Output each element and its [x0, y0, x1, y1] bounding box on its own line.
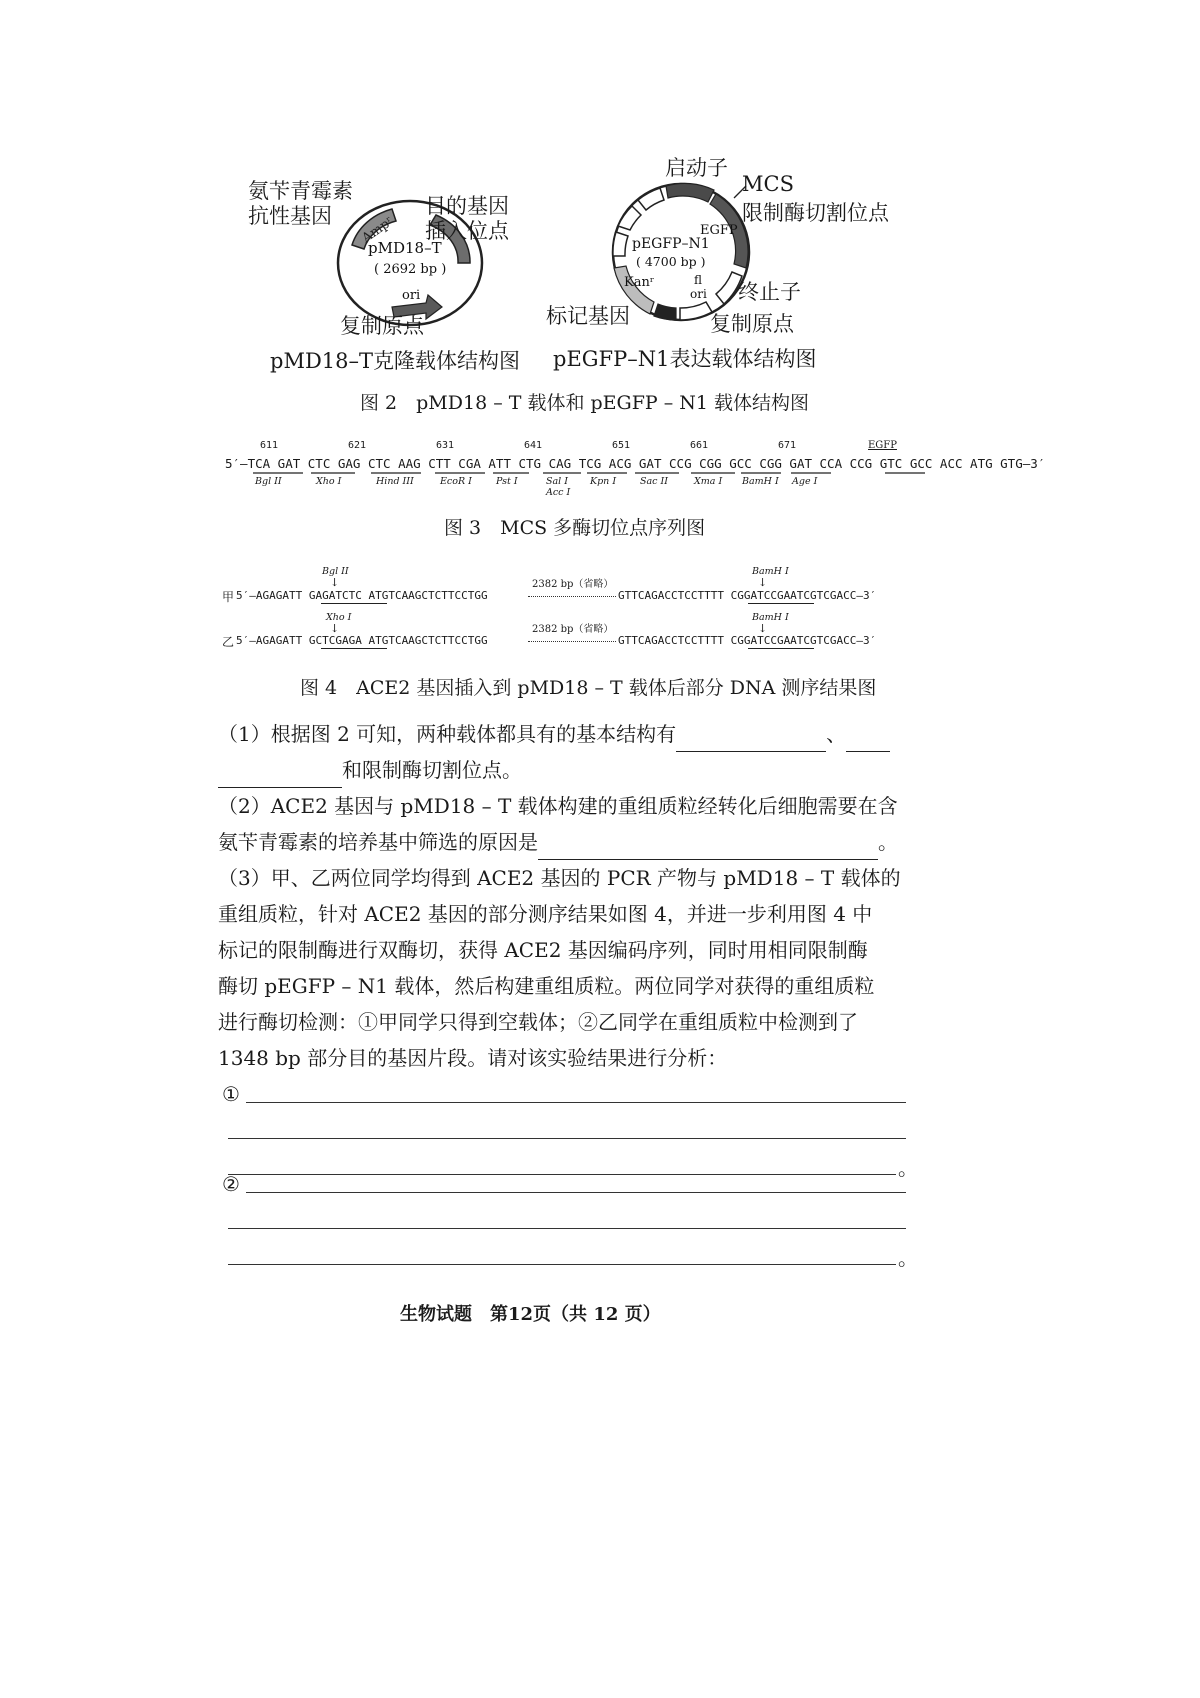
answer-1-line-1[interactable] [246, 1102, 906, 1103]
ori-segment [680, 302, 712, 320]
pmd-label-amp-l1: 氨苄青霉素 [248, 179, 353, 203]
q3-line-3: 标记的限制酶进行双酶切，获得 ACE2 基因编码序列，同时用相同限制酶 [218, 938, 868, 962]
figure-2-caption: 图 2 pMD18 – T 载体和 pEGFP – N1 载体结构图 [360, 392, 809, 414]
pmd-inner-name: pMD18–T [368, 239, 442, 257]
site-bglii: Bgl II [255, 476, 282, 487]
q1-blank-2b[interactable] [218, 763, 342, 788]
backbone-block-3 [638, 188, 664, 210]
pegfp-inner-ori: ori [690, 287, 707, 301]
pegfp-inner-name: pEGFP–N1 [632, 236, 710, 252]
answer-2-line-1[interactable] [246, 1192, 906, 1193]
site-acci: Acc I [546, 487, 571, 498]
yi-underline-left [321, 648, 387, 649]
pegfp-inner-size: ( 4700 bp ) [636, 254, 706, 269]
q1-blank-2a[interactable] [846, 727, 890, 752]
answer-1-line-2[interactable] [228, 1138, 906, 1139]
pmd-inner-size: ( 2692 bp ) [374, 262, 447, 277]
pegfp-label-mcs-l1: MCS [742, 172, 794, 196]
answer-1-line-3[interactable] [228, 1174, 896, 1175]
q3-line-6: 1348 bp 部分目的基因片段。请对该实验结果进行分析： [218, 1046, 728, 1070]
answer-2-period: 。 [898, 1246, 918, 1270]
pos-631: 631 [436, 440, 455, 451]
pegfp-caption: pEGFP–N1表达载体结构图 [553, 347, 817, 371]
pegfp-label-marker: 标记基因 [546, 304, 630, 328]
q1-text-b: 和限制酶切割位点。 [342, 758, 522, 782]
q2-line1: （2）ACE2 基因与 pMD18 – T 载体构建的重组质粒经转化后细胞需要在含 [218, 794, 898, 818]
q3-line-2: 重组质粒，针对 ACE2 基因的部分测序结果如图 4，并进一步利用图 4 中 [218, 902, 873, 926]
egfp-marker-label: EGFP [868, 440, 897, 451]
q1-blank-1[interactable] [676, 727, 826, 752]
answer-2-mark: ② [222, 1172, 240, 1196]
pmd-inner-amp: Ampʳ [359, 214, 397, 247]
pegfp-inner-f1: fl [694, 273, 703, 287]
mcs-sequence: 5′–TCA GAT CTC GAG CTC AAG CTT CGA ATT CTG CAG TCG ACG GAT CCG CGG GCC CGG GAT CCA CCG GTC GCC ACC ATG GTG–3′ [225, 456, 1046, 471]
jia-underline-left [321, 603, 387, 604]
pegfp-inner-kan: Kanʳ [624, 275, 655, 290]
pegfp-label-terminator: 终止子 [738, 280, 801, 304]
site-ecori: EcoR I [440, 476, 472, 487]
jia-arrow-left: ↓ [330, 576, 340, 589]
site-agei: Age I [792, 476, 818, 487]
q3-line-5: 进行酶切检测：①甲同学只得到空载体；②乙同学在重组质粒中检测到了 [218, 1010, 858, 1034]
q2-text-b: 氨苄青霉素的培养基中筛选的原因是 [218, 830, 538, 854]
pegfp-label-mcs-l2: 限制酶切割位点 [742, 201, 889, 225]
pegfp-inner-egfp: EGFP [700, 223, 738, 238]
site-kpni: Kpn I [590, 476, 617, 487]
pegfp-label-promoter: 启动子 [665, 156, 728, 180]
q1-line1 [218, 716, 890, 752]
jia-prefix: 甲 [222, 590, 235, 604]
pos-661: 661 [690, 440, 709, 451]
jia-arrow-right: ↓ [758, 576, 768, 589]
pmd-label-insert-l1: 目的基因 [425, 194, 509, 218]
yi-site-left: Xho I [326, 612, 352, 623]
answer-2-line-2[interactable] [228, 1228, 906, 1229]
jia-site-left: Bgl II [322, 566, 349, 577]
q1-sep: 、 [826, 722, 847, 746]
q2-line2 [218, 824, 898, 860]
yi-arrow-left: ↓ [330, 622, 340, 635]
q3-line-1: （3）甲、乙两位同学均得到 ACE2 基因的 PCR 产物与 pMD18 – T 载体的 [218, 866, 901, 890]
marker-promoter-arrow [654, 304, 676, 320]
yi-dotted-gap [528, 641, 616, 642]
pos-671: 671 [778, 440, 797, 451]
q1-line2 [218, 752, 522, 788]
pos-611: 611 [260, 440, 279, 451]
yi-underline-right [748, 648, 814, 649]
site-sacii: Sac II [640, 476, 669, 487]
site-xhoi: Xho I [316, 476, 342, 487]
pegfp-label-origin: 复制原点 [710, 312, 794, 336]
jia-seq-right: GTTCAGACCTCCTTTT CGGATCCGAATCGTCGACC–3′ [618, 589, 877, 602]
pos-641: 641 [524, 440, 543, 451]
promoter-arrow [666, 183, 714, 202]
answer-1-period: 。 [898, 1156, 918, 1180]
answer-2-line-3[interactable] [228, 1264, 896, 1265]
backbone-block-1 [613, 232, 628, 256]
jia-omit: 2382 bp（省略） [532, 579, 614, 590]
page-footer: 生物试题 第12页（共 12 页） [400, 1304, 661, 1325]
answer-1-mark: ① [222, 1082, 240, 1106]
yi-seq-right: GTTCAGACCTCCTTTT CGGATCCGAATCGTCGACC–3′ [618, 634, 877, 647]
pos-621: 621 [348, 440, 367, 451]
q2-blank[interactable] [538, 835, 878, 860]
jia-seq-left: 5′–AGAGATT GAGATCTC ATGTCAAGCTCTTCCTGG [236, 589, 488, 602]
site-xmai: Xma I [694, 476, 723, 487]
yi-omit: 2382 bp（省略） [532, 624, 614, 635]
site-sali: Sal I [546, 476, 568, 487]
jia-dotted-gap [528, 596, 616, 597]
pmd-label-origin: 复制原点 [340, 314, 424, 338]
site-psti: Pst I [496, 476, 518, 487]
pmd-caption: pMD18–T克隆载体结构图 [270, 349, 521, 373]
figure-4-caption: 图 4 ACE2 基因插入到 pMD18 – T 载体后部分 DNA 测序结果图 [300, 677, 877, 699]
q2-end: 。 [878, 830, 898, 854]
yi-prefix: 乙 [222, 635, 235, 649]
pmd-inner-ori: ori [402, 288, 421, 303]
jia-underline-right [748, 603, 814, 604]
pmd-label-amp-l2: 抗性基因 [248, 204, 332, 228]
site-hindiii: Hind III [376, 476, 414, 487]
q3-line-4: 酶切 pEGFP – N1 载体，然后构建重组质粒。两位同学对获得的重组质粒 [218, 974, 875, 998]
pmd-label-insert-l2: 插入位点 [425, 219, 509, 243]
pos-651: 651 [612, 440, 631, 451]
jia-site-right: BamH I [752, 566, 789, 577]
backbone-block-2 [618, 206, 641, 230]
figure-3-caption: 图 3 MCS 多酶切位点序列图 [444, 517, 706, 539]
yi-seq-left: 5′–AGAGATT GCTCGAGA ATGTCAAGCTCTTCCTGG [236, 634, 488, 647]
yi-site-right: BamH I [752, 612, 789, 623]
site-bamhi: BamH I [742, 476, 779, 487]
q1-text-a: （1）根据图 2 可知，两种载体都具有的基本结构有 [218, 722, 677, 746]
yi-arrow-right: ↓ [758, 622, 768, 635]
